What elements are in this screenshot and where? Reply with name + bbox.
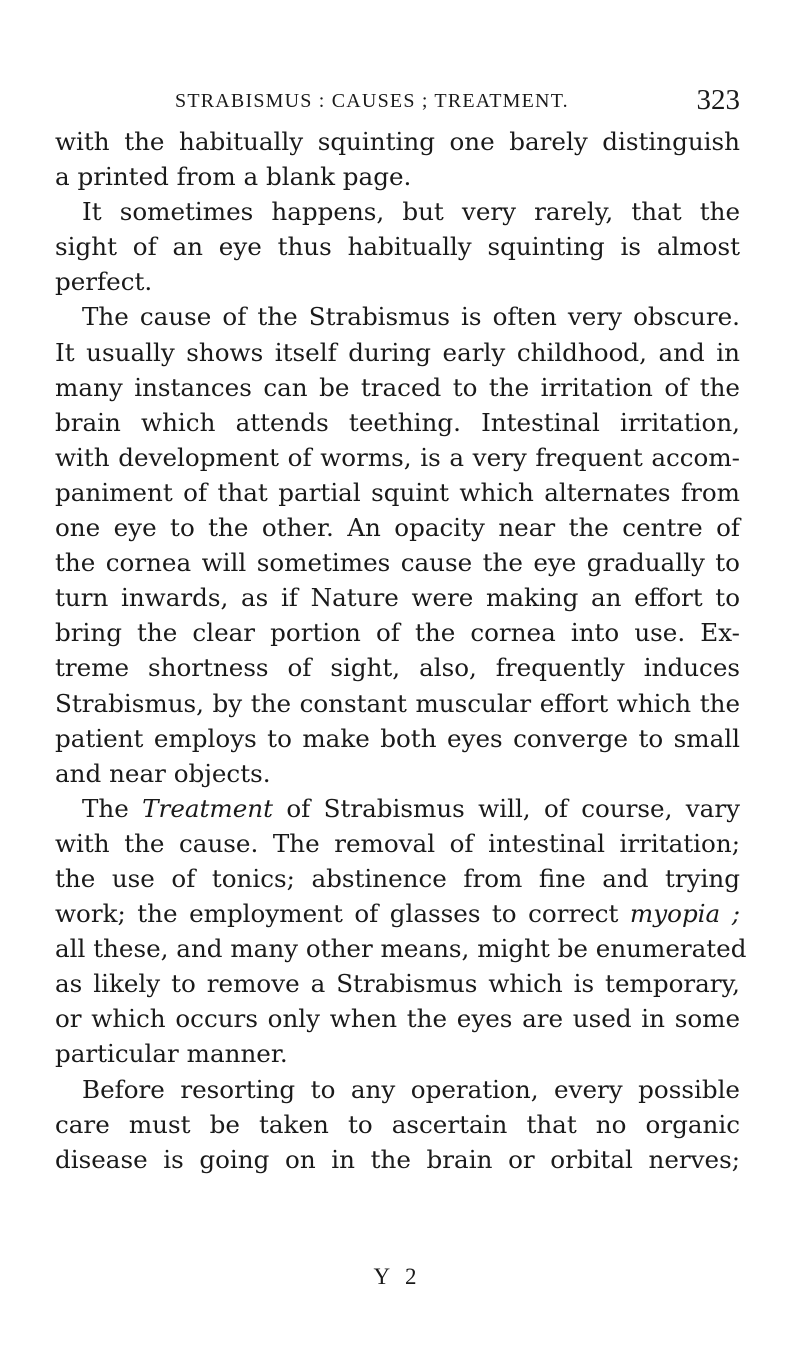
text-line: patient employs to make both eyes converge to small [55, 723, 740, 753]
text-line: Strabismus, by the constant muscular effort which the [55, 688, 740, 718]
text-line: and near objects. [55, 758, 271, 788]
page-number: 323 [696, 84, 740, 116]
signature-mark: Y 2 [373, 1264, 422, 1289]
text-line: paniment of that partial squint which alternates from [55, 477, 740, 507]
text-line: the cornea will sometimes cause the eye gradually to [55, 548, 740, 578]
text-fragment: The [82, 793, 143, 823]
text-line: treme shortness of sight, also, frequently induces [55, 653, 740, 683]
text-line: particular manner. [55, 1039, 288, 1069]
text-line: one eye to the other. An opacity near the centre of [55, 513, 740, 543]
text-line: care must be taken to ascertain that no organic [55, 1109, 740, 1139]
body-text [55, 124, 747, 1177]
text-line: It sometimes happens, but very rarely, that the [82, 197, 740, 227]
text-fragment: of Strabismus will, of course, vary [273, 793, 740, 823]
text-line: Before resorting to any operation, every possible [82, 1074, 740, 1104]
text-line: all these, and many other means, might be enumerated [55, 934, 747, 964]
text-line: many instances can be traced to the irritation of the [55, 372, 740, 402]
text-line: brain which attends teething. Intestinal irritation, [55, 407, 740, 437]
text-line: perfect. [55, 267, 153, 297]
book-page [55, 82, 747, 1289]
text-line: a printed from a blank page. [55, 162, 412, 192]
running-title: STRABISMUS : CAUSES ; TREATMENT. [175, 90, 569, 112]
text-line: with development of worms, is a very frequent accom- [55, 442, 740, 472]
italic-term-myopia: myopia ; [629, 899, 740, 929]
text-line: the use of tonics; abstinence from fine and trying [55, 863, 740, 893]
text-line: The cause of the Strabismus is often very obscure. [82, 302, 740, 332]
text-line: with the cause. The removal of intestinal irritation; [55, 828, 740, 858]
text-line-myopia [55, 896, 740, 931]
text-line-treatment [55, 791, 740, 826]
italic-term-treatment: Treatment [142, 793, 274, 823]
text-line: or which occurs only when the eyes are used in some [55, 1004, 740, 1034]
text-line: turn inwards, as if Nature were making an effort to [55, 583, 740, 613]
text-line: It usually shows itself during early childhood, and in [55, 337, 740, 367]
running-header [55, 82, 740, 122]
text-line: disease is going on in the brain or orbital nerves; [55, 1144, 740, 1174]
text-line: sight of an eye thus habitually squinting is almost [55, 232, 740, 262]
text-fragment: work; the employment of glasses to correct [55, 899, 630, 929]
text-line: with the habitually squinting one barely distinguish [55, 127, 740, 156]
text-line: as likely to remove a Strabismus which is temporary, [55, 969, 740, 999]
text-line: bring the clear portion of the cornea into use. Ex- [55, 618, 740, 648]
